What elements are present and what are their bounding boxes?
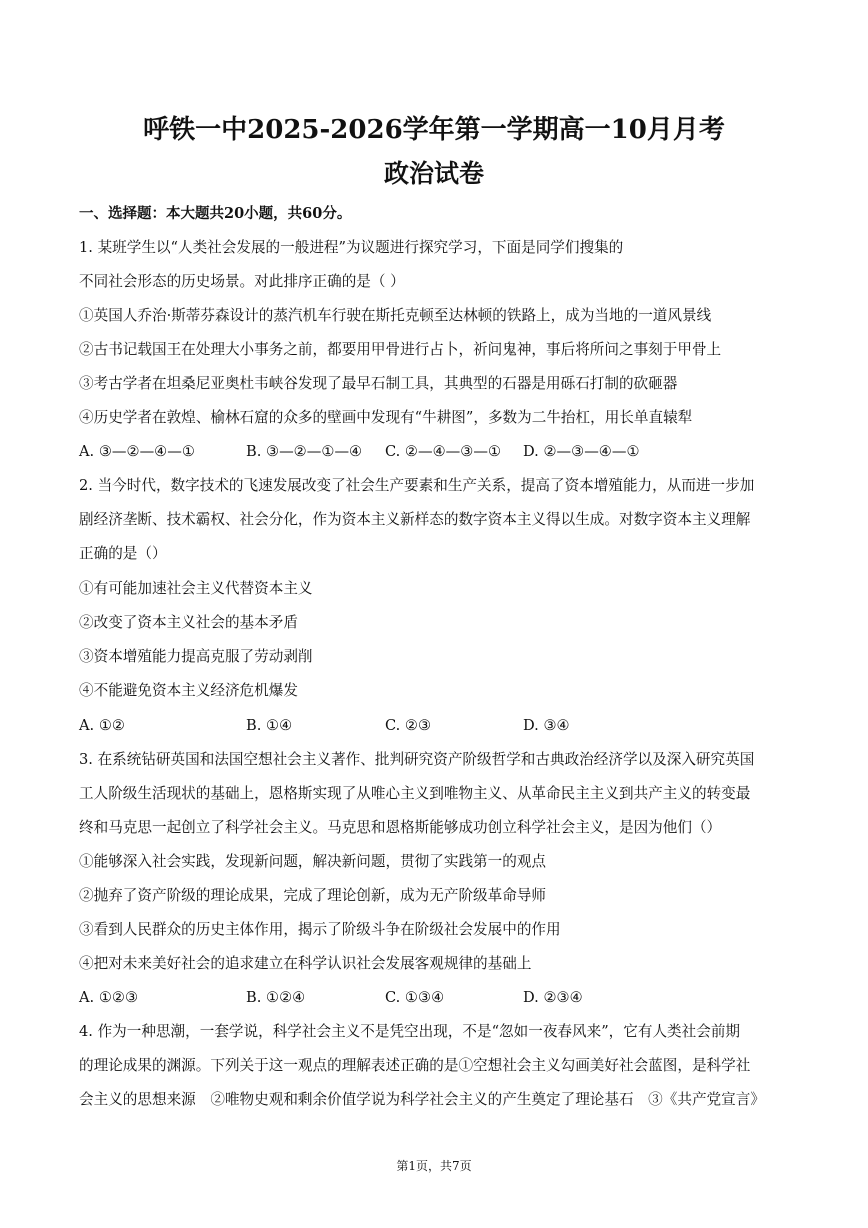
q3-item-1: ①能够深入社会实践，发现新问题，解决新问题，贯彻了实践第一的观点: [79, 853, 547, 870]
q2-option-a: A. ①②: [79, 717, 125, 734]
q3-stem-line-2: 工人阶级生活现状的基础上，恩格斯实现了从唯心主义到唯物主义、从革命民主主义到共产主义的转变最: [79, 785, 751, 802]
q3-item-2: ②抛弃了资产阶级的理论成果，完成了理论创新，成为无产阶级革命导师: [79, 887, 547, 904]
q3-option-d: D. ②③④: [523, 989, 583, 1006]
q3-option-a: A. ①②③: [79, 989, 139, 1006]
q1-item-1: ①英国人乔治·斯蒂芬森设计的蒸汽机车行驶在斯托克顿至达林顿的铁路上，成为当地的一道风景线: [79, 307, 712, 324]
q3-stem-line-1: 3. 在系统钻研英国和法国空想社会主义著作、批判研究资产阶级哲学和古典政治经济学以及深入研究英国: [79, 751, 755, 768]
q2-stem-line-2: 剧经济垄断、技术霸权、社会分化，作为资本主义新样态的数字资本主义得以生成。对数字资本主义理解: [79, 511, 751, 528]
q1-option-a: A. ③—②—④—①: [79, 443, 195, 460]
q2-option-b: B. ①④: [246, 717, 293, 734]
q4-stem-line-2: 的理论成果的渊源。下列关于这一观点的理解表述正确的是①空想社会主义勾画美好社会蓝图，是科学社: [79, 1057, 751, 1074]
q1-option-b: B. ③—②—①—④: [246, 443, 363, 460]
q2-item-4: ④不能避免资本主义经济危机爆发: [79, 682, 298, 699]
exam-title: 呼铁一中2025-2026学年第一学期高一10月月考: [143, 115, 725, 145]
q1-option-c: C. ②—④—③—①: [385, 443, 502, 460]
page-footer: 第1页，共7页: [396, 1159, 472, 1173]
q4-stem-line-1: 4. 作为一种思潮，一套学说，科学社会主义不是凭空出现，不是“忽如一夜春风来”，它有人类社会前期: [79, 1023, 741, 1040]
q3-stem-line-3: 终和马克思一起创立了科学社会主义。马克思和恩格斯能够成功创立科学社会主义，是因为他们（）: [79, 819, 722, 836]
q2-item-2: ②改变了资本主义社会的基本矛盾: [79, 614, 298, 631]
q1-item-3: ③考古学者在坦桑尼亚奥杜韦峡谷发现了最早石制工具，其典型的石器是用砾石打制的砍砸器: [79, 375, 678, 392]
section-heading: 一、选择题：本大题共20小题，共60分。: [79, 205, 352, 222]
q3-item-4: ④把对未来美好社会的追求建立在科学认识社会发展客观规律的基础上: [79, 955, 532, 972]
q3-item-3: ③看到人民群众的历史主体作用，揭示了阶级斗争在阶级社会发展中的作用: [79, 921, 561, 938]
q2-option-c: C. ②③: [385, 717, 432, 734]
q3-option-c: C. ①③④: [385, 989, 445, 1006]
q4-stem-line-3: 会主义的思想来源 ②唯物史观和剩余价值学说为科学社会主义的产生奠定了理论基石 ③《共产党宣言》: [79, 1091, 765, 1108]
q2-item-1: ①有可能加速社会主义代替资本主义: [79, 580, 313, 597]
q1-stem-line-1: 1. 某班学生以“人类社会发展的一般进程”为议题进行探究学习，下面是同学们搜集的: [79, 239, 624, 256]
exam-subtitle: 政治试卷: [383, 159, 484, 188]
q2-stem-line-1: 2. 当今时代，数字技术的飞速发展改变了社会生产要素和生产关系，提高了资本增殖能力，从而进一步加: [79, 477, 755, 494]
q3-option-b: B. ①②④: [246, 989, 306, 1006]
q2-option-d: D. ③④: [523, 717, 570, 734]
q2-item-3: ③资本增殖能力提高克服了劳动剥削: [79, 648, 313, 665]
q1-item-4: ④历史学者在敦煌、榆林石窟的众多的壁画中发现有“牛耕图”，多数为二牛抬杠，用长单直辕犁: [79, 409, 693, 426]
q1-stem-line-2: 不同社会形态的历史场景。对此排序正确的是（ ）: [79, 273, 405, 290]
q1-option-d: D. ②—③—④—①: [523, 443, 640, 460]
q2-stem-line-3: 正确的是（）: [79, 545, 167, 562]
q1-item-2: ②古书记载国王在处理大小事务之前，都要用甲骨进行占卜，祈问鬼神，事后将所问之事刻于甲骨上: [79, 341, 722, 358]
